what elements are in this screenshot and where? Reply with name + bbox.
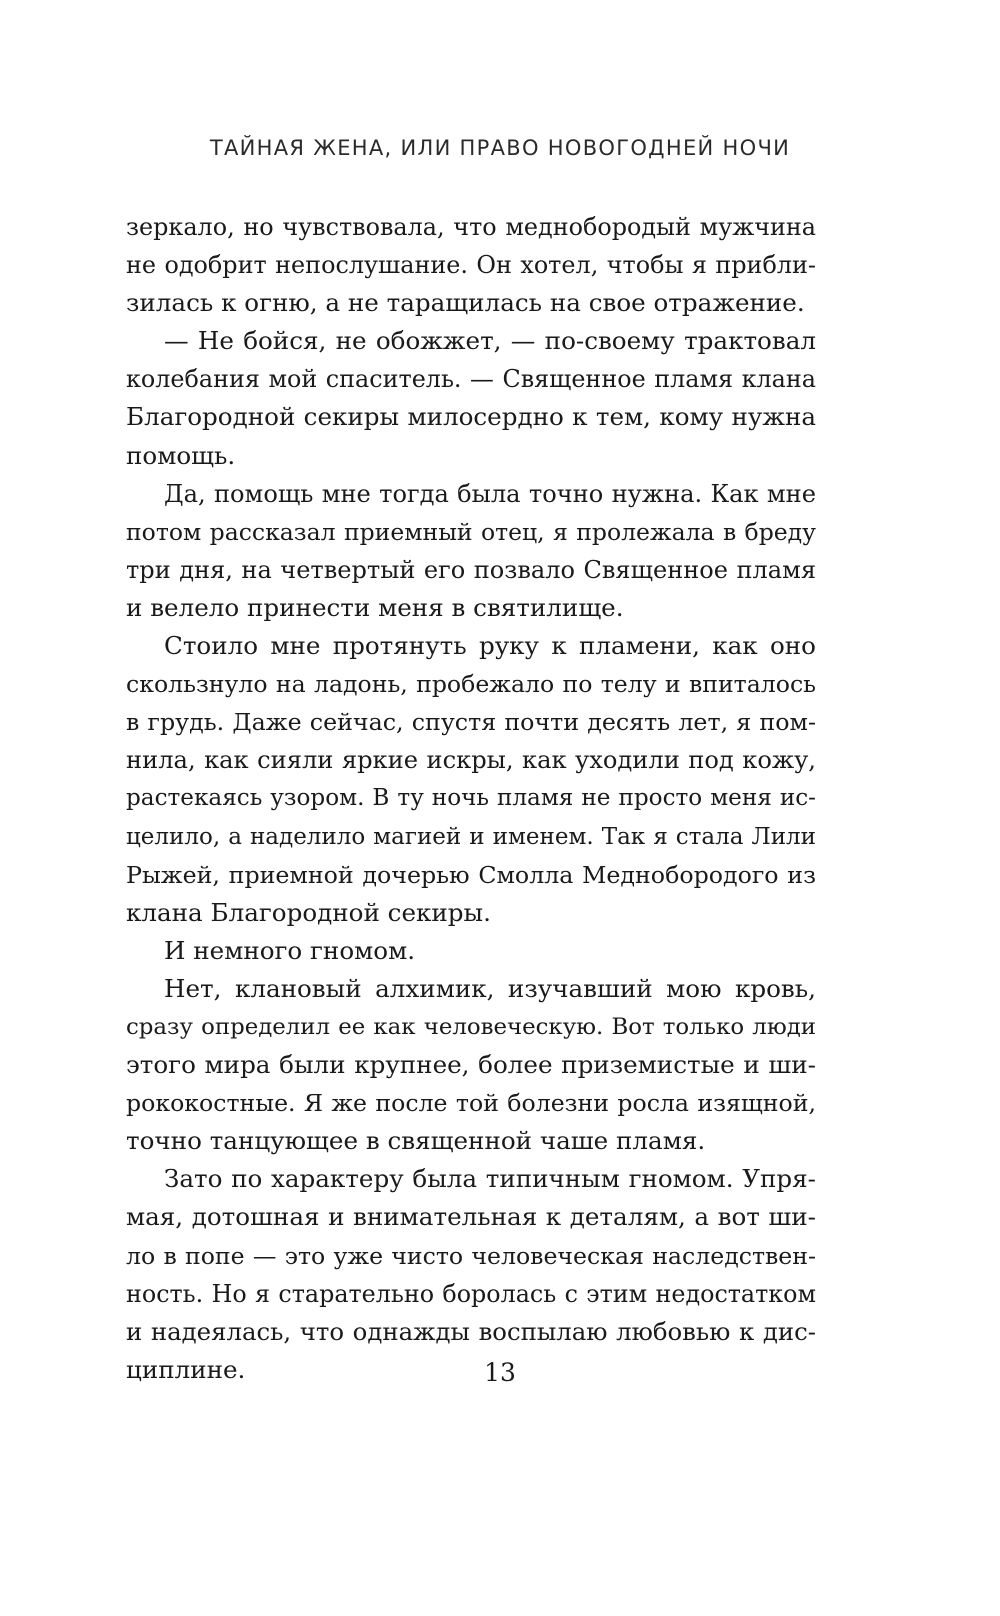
text-line: колебания мой спаситель. — Священное пламя клана <box>126 365 816 394</box>
text-line: Зато по характеру была типичным гномом. Упря- <box>164 1164 816 1194</box>
text-line: сразу определил ее как человеческую. Вот только люди <box>126 1013 816 1040</box>
text-line: — Не бойся, не обожжет, — по-своему трактовал <box>164 326 816 356</box>
text-line: Рыжей, приемной дочерью Смолла Меднобородого из <box>126 860 816 889</box>
body-text <box>126 208 816 1389</box>
text-line: Благородной секиры милосердно к тем, кому нужна <box>126 402 816 432</box>
text-line: в грудь. Даже сейчас, спустя почти десять лет, я пом- <box>126 708 816 737</box>
text-line: циплине. <box>126 1354 246 1384</box>
text-line: зилась к огню, а не таращилась на свое отражение. <box>126 288 805 318</box>
text-line: зеркало, но чувствовала, что меднобородый мужчина <box>126 213 816 241</box>
text-line: и велело принести меня в святилище. <box>126 592 624 622</box>
text-line: рококостные. Я же после той болезни росла изящной, <box>126 1089 816 1118</box>
text-line: не одобрит непослушание. Он хотел, чтобы я прибли- <box>126 251 816 280</box>
text-line: скользнуло на ладонь, пробежало по телу и впиталось <box>126 670 816 699</box>
text-line: Да, помощь мне тогда была точно нужна. Как мне <box>164 479 816 508</box>
text-line: нила, как сияли яркие искры, как уходили под кожу, <box>126 746 816 775</box>
text-line: растекаясь узором. В ту ночь пламя не просто меня ис- <box>126 785 816 812</box>
text-line: точно танцующее в священной чаше пламя. <box>126 1126 706 1156</box>
text-line: ло в попе — это уже чисто человеческая наследствен- <box>126 1241 816 1270</box>
text-line: этого мира были крупнее, более приземистые и ши- <box>126 1050 816 1080</box>
text-line: помощь. <box>126 440 236 470</box>
text-line: три дня, на четвертый его позвало Священное пламя <box>126 555 816 584</box>
page-number: 13 <box>484 1358 516 1387</box>
running-head: ТАЙНАЯ ЖЕНА, ИЛИ ПРАВО НОВОГОДНЕЙ НОЧИ <box>209 136 791 160</box>
text-line: ность. Но я старательно боролась с этим недостатком <box>126 1279 816 1308</box>
text-line: Стоило мне протянуть руку к пламени, как оно <box>164 631 816 661</box>
text-line: И немного гномом. <box>164 935 416 965</box>
text-line: мая, дотошная и внимательная к деталям, а вот ши- <box>126 1202 816 1232</box>
text-line: и надеялась, что однажды воспылаю любовью к дис- <box>126 1316 816 1346</box>
text-line: клана Благородной секиры. <box>126 897 491 927</box>
text-line: Нет, клановый алхимик, изучавший мою кровь, <box>164 973 816 1003</box>
text-line: потом рассказал приемный отец, я пролежала в бреду <box>126 517 816 546</box>
text-line: целило, а наделило магией и именем. Так я стала Лили <box>126 823 816 850</box>
